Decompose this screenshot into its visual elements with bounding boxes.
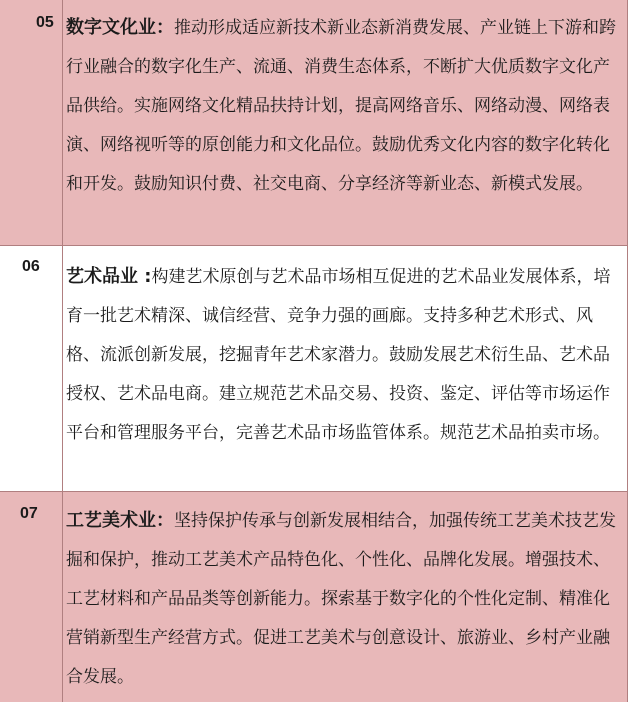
row-number-cell: [0, 0, 63, 245]
row-number: 06: [22, 258, 40, 275]
row-body: 推动形成适应新技术新业态新消费发展、产业链上下游和跨行业融合的数字化生产、流通、消费生态体系，不断扩大优质数字文化产品供给。实施网络文化精品扶持计划，提高网络音乐、网络动漫、网络表演、网络视听等的原创能力和文化品位。鼓励优秀文化内容的数字化转化和开发。鼓励知识付费、社交电商、分享经济等新业态、新模式发展。: [66, 18, 616, 194]
table-row-05: [0, 0, 628, 245]
row-number: 05: [36, 14, 54, 31]
row-text-cell: [63, 245, 628, 491]
row-text-cell: [63, 491, 628, 702]
row-body: 构建艺术原创与艺术品市场相互促进的艺术品业发展体系，培育一批艺术精深、诚信经营、竞争力强的画廊。支持多种艺术形式、风格、流派创新发展，挖掘青年艺术家潜力。鼓励发展艺术衍生品、艺术品授权、艺术品电商。建立规范艺术品交易、投资、鉴定、评估等市场运作平台和管理服务平台，完善艺术品市场监管体系。规范艺术品拍卖市场。: [66, 267, 611, 443]
row-body: 坚持保护传承与创新发展相结合，加强传统工艺美术技艺发掘和保护，推动工艺美术产品特色化、个性化、品牌化发展。增强技术、工艺材料和产品品类等创新能力。探索基于数字化的个性化定制、精准化营销新型生产经营方式。促进工艺美术与创意设计、旅游业、乡村产业融合发展。: [66, 511, 616, 687]
row-heading: 工艺美术业：: [66, 510, 174, 531]
row-divider: [0, 491, 628, 492]
row-text-cell: [63, 0, 628, 245]
row-number: 07: [20, 505, 38, 522]
row-heading: 艺术品业 :: [66, 266, 152, 287]
row-number-cell: [0, 245, 63, 491]
row-number-cell: [0, 491, 63, 702]
row-heading: 数字文化业：: [66, 17, 174, 38]
table-row-07: [0, 491, 628, 702]
table-row-06: [0, 245, 628, 491]
row-divider: [0, 245, 628, 246]
